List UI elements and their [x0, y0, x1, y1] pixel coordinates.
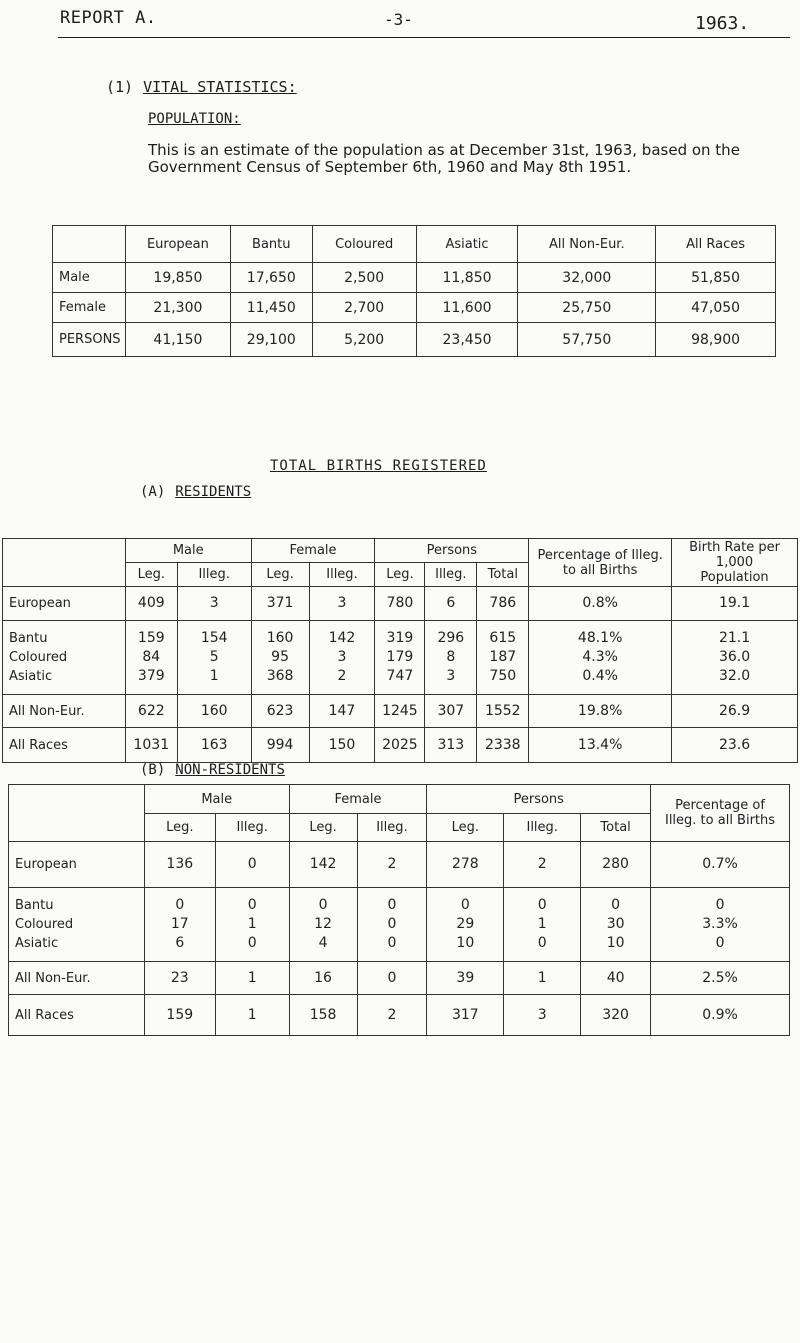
population-col-header: All Races	[656, 226, 776, 263]
non-residents-cell-value: 3	[537, 1006, 547, 1023]
residents-cell-value: 622	[137, 702, 165, 719]
non-residents-cell-value: 0	[247, 897, 257, 913]
non-residents-cell	[581, 995, 651, 1036]
residents-cell-value: 19.1	[718, 595, 751, 611]
population-cell: 23,450	[416, 323, 518, 357]
non-residents-cell	[427, 995, 504, 1036]
non-residents-cell	[427, 842, 504, 888]
residents-sub-header: Leg.	[125, 563, 177, 587]
residents-cell	[425, 695, 477, 728]
non-residents-cell-value: 0.9%	[702, 1006, 738, 1023]
residents-cell-value: 1031	[133, 736, 170, 753]
population-cell: 32,000	[518, 263, 656, 293]
non-residents-cell-value: 2.5%	[702, 969, 738, 986]
residents-row	[3, 695, 798, 728]
residents-sub-header: Leg.	[251, 563, 309, 587]
report-year: 1963.	[695, 13, 750, 34]
residents-cell	[529, 728, 672, 763]
non-residents-row-label	[9, 842, 145, 888]
residents-sub-header: Total	[477, 563, 529, 587]
non-residents-cell-value: 320	[602, 1006, 629, 1023]
residents-label: (A)	[140, 484, 166, 500]
population-corner-cell	[53, 226, 126, 263]
residents-cell-value: 159	[137, 630, 165, 646]
residents-cell	[375, 695, 425, 728]
non-residents-cell	[581, 888, 651, 962]
population-cell: 17,650	[230, 263, 312, 293]
non-residents-cell-value: 0	[247, 856, 257, 872]
non-residents-cell-value: 0	[387, 935, 397, 951]
residents-cell-value: 2338	[484, 736, 521, 753]
non-residents-cell	[651, 842, 790, 888]
non-residents-cell-value: 0	[537, 935, 547, 951]
population-cell: 41,150	[125, 323, 230, 357]
residents-group-header: Female	[251, 539, 375, 563]
non-residents-cell	[357, 842, 427, 888]
residents-cell-value: 160	[200, 702, 228, 719]
residents-cell-value: 160	[266, 630, 294, 646]
residents-cell-value: 786	[489, 595, 517, 611]
population-heading: POPULATION:	[148, 111, 241, 127]
residents-cell	[309, 695, 375, 728]
residents-heading	[140, 484, 251, 500]
non-residents-cell-value: 0	[318, 897, 328, 913]
residents-row-label	[3, 695, 126, 728]
births-heading: TOTAL BIRTHS REGISTERED	[270, 458, 487, 474]
non-residents-sub-header: Illeg.	[215, 814, 289, 842]
non-residents-cell	[215, 962, 289, 995]
population-cell: 25,750	[518, 293, 656, 323]
residents-sub-header: Leg.	[375, 563, 425, 587]
population-cell: 5,200	[312, 323, 416, 357]
residents-cell	[529, 695, 672, 728]
non-residents-row-label-line: Bantu	[15, 898, 54, 913]
non-residents-cell-value: 0	[387, 897, 397, 913]
non-residents-cell-value: 0	[537, 897, 547, 913]
non-residents-cell	[215, 995, 289, 1036]
residents-cell	[375, 621, 425, 695]
section-number: (1)	[106, 78, 134, 96]
non-residents-sub-header: Leg.	[144, 814, 215, 842]
residents-cell-value: 142	[328, 630, 356, 646]
non-residents-cell	[504, 962, 581, 995]
residents-cell	[125, 728, 177, 763]
residents-cell	[375, 587, 425, 621]
non-residents-cell-value: 10	[456, 935, 475, 951]
residents-cell	[425, 728, 477, 763]
non-residents-sub-header: Leg.	[427, 814, 504, 842]
non-residents-cell-value: 0	[387, 969, 397, 986]
residents-sub-header: Illeg.	[177, 563, 251, 587]
residents-cell-value: 6	[446, 595, 456, 611]
residents-group-header: Male	[125, 539, 251, 563]
residents-row-label-line: Coloured	[9, 650, 68, 665]
residents-cell-value: 154	[200, 630, 228, 646]
population-col-header: Bantu	[230, 226, 312, 263]
population-col-header: Asiatic	[416, 226, 518, 263]
population-cell: 21,300	[125, 293, 230, 323]
residents-cell	[425, 621, 477, 695]
non-residents-cell	[357, 962, 427, 995]
residents-cell-value: 313	[437, 736, 465, 753]
residents-cell-value: 84	[142, 649, 161, 665]
non-residents-row	[9, 962, 790, 995]
residents-table	[2, 538, 798, 763]
residents-cell-value: 1245	[382, 702, 418, 719]
population-cell: 98,900	[656, 323, 776, 357]
residents-cell-value: 994	[266, 736, 294, 753]
residents-cell-value: 371	[266, 595, 294, 611]
non-residents-cell-value: 39	[456, 969, 475, 986]
non-residents-cell-value: 16	[314, 969, 332, 986]
non-residents-cell	[504, 888, 581, 962]
non-residents-title: NON-RESIDENTS	[175, 762, 285, 778]
non-residents-label: (B)	[140, 762, 166, 778]
non-residents-cell-value: 0.7%	[702, 856, 738, 872]
non-residents-corner-cell	[9, 785, 145, 842]
residents-cell	[477, 621, 529, 695]
non-residents-cell	[504, 842, 581, 888]
population-cell: 11,850	[416, 263, 518, 293]
residents-cell-value: 2	[337, 668, 347, 684]
residents-cell-value: 36.0	[718, 649, 751, 665]
residents-cell-value: 0.8%	[582, 595, 618, 611]
residents-cell-value: 747	[386, 668, 414, 684]
residents-cell-value: 163	[200, 736, 228, 753]
non-residents-cell-value: 0	[715, 935, 725, 951]
population-cell: 11,450	[230, 293, 312, 323]
non-residents-cell-value: 2	[537, 856, 547, 872]
residents-cell-value: 4.3%	[582, 649, 618, 665]
residents-cell	[177, 621, 251, 695]
population-row-label: PERSONS	[53, 323, 126, 357]
page-number: -3-	[384, 10, 413, 29]
residents-cell-value: 2025	[382, 736, 418, 753]
residents-row-label-line: All Races	[9, 737, 68, 753]
residents-cell-value: 21.1	[718, 630, 751, 646]
non-residents-cell-value: 30	[606, 916, 625, 932]
population-col-header: Coloured	[312, 226, 416, 263]
residents-row-label-line: All Non-Eur.	[9, 703, 85, 719]
residents-cell-value: 1552	[484, 702, 521, 719]
residents-cell	[309, 621, 375, 695]
non-residents-cell	[357, 888, 427, 962]
non-residents-cell	[651, 888, 790, 962]
non-residents-cell-value: 40	[606, 969, 625, 986]
residents-cell	[672, 587, 798, 621]
non-residents-cell-value: 0	[460, 897, 470, 913]
population-row-label: Male	[53, 263, 126, 293]
non-residents-cell-value: 0	[715, 897, 725, 913]
residents-cell-value: 13.4%	[577, 736, 623, 753]
non-residents-cell-value: 142	[309, 856, 337, 872]
population-table	[52, 225, 776, 357]
non-residents-cell-value: 136	[166, 856, 194, 872]
population-cell: 11,600	[416, 293, 518, 323]
residents-cell-value: 780	[386, 595, 414, 611]
non-residents-cell	[581, 842, 651, 888]
non-residents-row-label-line: Asiatic	[15, 936, 59, 951]
non-residents-row	[9, 888, 790, 962]
non-residents-sub-header: Total	[581, 814, 651, 842]
non-residents-cell-value: 159	[166, 1006, 194, 1023]
non-residents-cell	[289, 995, 357, 1036]
non-residents-cell-value: 280	[602, 856, 629, 872]
residents-cell-value: 5	[209, 649, 219, 665]
residents-cell	[125, 695, 177, 728]
residents-cell-value: 319	[386, 630, 414, 646]
residents-cell	[477, 587, 529, 621]
residents-cell-value: 296	[437, 630, 465, 646]
population-cell: 29,100	[230, 323, 312, 357]
residents-cell-value: 48.1%	[577, 630, 623, 646]
residents-cell	[529, 621, 672, 695]
residents-cell	[251, 728, 309, 763]
residents-cell	[529, 587, 672, 621]
residents-cell-value: 187	[489, 649, 517, 665]
residents-row-label	[3, 728, 126, 763]
residents-cell-value: 147	[328, 702, 356, 719]
residents-cell-value: 19.8%	[577, 702, 623, 719]
residents-row-label-line: Bantu	[9, 631, 48, 646]
residents-cell-value: 368	[266, 668, 294, 684]
non-residents-cell-value: 1	[247, 969, 257, 986]
population-cell: 47,050	[656, 293, 776, 323]
non-residents-row	[9, 995, 790, 1036]
population-col-header: European	[125, 226, 230, 263]
population-cell: 57,750	[518, 323, 656, 357]
residents-cell-value: 1	[209, 668, 219, 684]
residents-cell	[309, 587, 375, 621]
residents-cell	[425, 587, 477, 621]
non-residents-row-label	[9, 995, 145, 1036]
population-cell: 19,850	[125, 263, 230, 293]
residents-cell	[672, 728, 798, 763]
header-rule	[58, 37, 790, 38]
non-residents-cell-value: 1	[537, 969, 547, 986]
residents-cell-value: 3	[209, 595, 219, 611]
report-label: REPORT A.	[60, 8, 157, 28]
population-row-label: Female	[53, 293, 126, 323]
residents-cell	[672, 695, 798, 728]
non-residents-heading	[140, 762, 285, 778]
non-residents-cell	[581, 962, 651, 995]
non-residents-row	[9, 842, 790, 888]
non-residents-row-label-line: Coloured	[15, 917, 74, 932]
non-residents-cell	[651, 995, 790, 1036]
residents-cell-value: 379	[137, 668, 165, 684]
residents-cell-value: 0.4%	[582, 668, 618, 684]
non-residents-cell-value: 12	[314, 916, 332, 932]
non-residents-cell	[357, 995, 427, 1036]
residents-corner-cell	[3, 539, 126, 587]
non-residents-cell-value: 0	[387, 916, 397, 932]
non-residents-cell	[289, 888, 357, 962]
residents-cell	[125, 621, 177, 695]
non-residents-cell-value: 17	[170, 916, 189, 932]
residents-cell-value: 8	[446, 649, 456, 665]
section-heading	[106, 78, 297, 96]
non-residents-group-header: Female	[289, 785, 427, 814]
non-residents-cell	[427, 962, 504, 995]
non-residents-row-label	[9, 888, 145, 962]
non-residents-cell-value: 1	[247, 1006, 257, 1023]
residents-cell-value: 150	[328, 736, 356, 753]
non-residents-row-label-line: European	[15, 857, 77, 872]
population-cell: 2,700	[312, 293, 416, 323]
residents-cell	[477, 695, 529, 728]
residents-sub-header: Illeg.	[425, 563, 477, 587]
population-row	[53, 323, 776, 357]
residents-rate-header: Birth Rate per 1,000 Population	[672, 539, 798, 587]
residents-row	[3, 621, 798, 695]
residents-row-label-line: European	[9, 596, 71, 611]
non-residents-row-label	[9, 962, 145, 995]
residents-row-label	[3, 587, 126, 621]
non-residents-cell	[144, 888, 215, 962]
non-residents-sub-header: Illeg.	[357, 814, 427, 842]
population-cell: 51,850	[656, 263, 776, 293]
non-residents-cell	[289, 962, 357, 995]
residents-cell	[477, 728, 529, 763]
population-row	[53, 293, 776, 323]
non-residents-cell-value: 1	[537, 916, 547, 932]
residents-row-label	[3, 621, 126, 695]
non-residents-table	[8, 784, 790, 1036]
non-residents-cell	[144, 962, 215, 995]
non-residents-cell	[144, 995, 215, 1036]
residents-cell-value: 623	[266, 702, 294, 719]
non-residents-cell	[427, 888, 504, 962]
residents-cell	[672, 621, 798, 695]
non-residents-cell-value: 2	[387, 1006, 397, 1023]
residents-cell-value: 3	[337, 649, 347, 665]
non-residents-cell-value: 0	[175, 897, 185, 913]
non-residents-cell-value: 23	[170, 969, 189, 986]
non-residents-cell-value: 29	[456, 916, 475, 932]
non-residents-cell	[215, 842, 289, 888]
population-col-header: All Non-Eur.	[518, 226, 656, 263]
non-residents-sub-header: Illeg.	[504, 814, 581, 842]
non-residents-sub-header: Leg.	[289, 814, 357, 842]
non-residents-cell-value: 6	[175, 935, 185, 951]
residents-title: RESIDENTS	[175, 484, 252, 500]
residents-cell-value: 3	[446, 668, 456, 684]
residents-cell-value: 32.0	[718, 668, 751, 684]
residents-cell-value: 95	[271, 649, 289, 665]
non-residents-cell	[144, 842, 215, 888]
residents-cell-value: 615	[489, 630, 517, 646]
residents-row	[3, 728, 798, 763]
residents-cell	[251, 695, 309, 728]
residents-pct-header: Percentage of Illeg. to all Births	[529, 539, 672, 587]
residents-cell	[251, 621, 309, 695]
population-paragraph: This is an estimate of the population as at December 31st, 1963, based on the Government Census of September 6th, 1960 and May 8th 1951.	[148, 141, 740, 176]
residents-group-header: Persons	[375, 539, 529, 563]
residents-cell	[125, 587, 177, 621]
residents-row-label-line: Asiatic	[9, 669, 53, 684]
non-residents-row-label-line: All Non-Eur.	[15, 970, 91, 986]
residents-sub-header: Illeg.	[309, 563, 375, 587]
non-residents-cell	[215, 888, 289, 962]
residents-cell	[177, 695, 251, 728]
residents-cell-value: 409	[137, 595, 165, 611]
residents-cell	[177, 587, 251, 621]
non-residents-cell	[504, 995, 581, 1036]
residents-cell	[375, 728, 425, 763]
section-title: VITAL STATISTICS:	[143, 78, 297, 96]
non-residents-cell	[651, 962, 790, 995]
non-residents-cell-value: 10	[606, 935, 625, 951]
residents-cell-value: 26.9	[718, 702, 751, 719]
population-cell: 2,500	[312, 263, 416, 293]
non-residents-cell-value: 3.3%	[702, 916, 738, 932]
non-residents-group-header: Male	[144, 785, 289, 814]
non-residents-cell-value: 317	[451, 1006, 479, 1023]
population-row	[53, 263, 776, 293]
non-residents-cell	[289, 842, 357, 888]
non-residents-cell-value: 0	[611, 897, 621, 913]
residents-cell-value: 750	[489, 668, 517, 684]
residents-cell	[177, 728, 251, 763]
non-residents-row-label-line: All Races	[15, 1007, 74, 1023]
non-residents-group-header: Persons	[427, 785, 651, 814]
non-residents-cell-value: 0	[247, 935, 257, 951]
residents-row	[3, 587, 798, 621]
non-residents-cell-value: 2	[387, 856, 397, 872]
residents-cell-value: 23.6	[718, 736, 751, 753]
non-residents-cell-value: 278	[451, 856, 479, 872]
residents-cell-value: 307	[437, 702, 465, 719]
non-residents-cell-value: 158	[309, 1006, 337, 1023]
residents-cell-value: 179	[386, 649, 414, 665]
non-residents-cell-value: 4	[318, 935, 328, 951]
residents-cell	[309, 728, 375, 763]
residents-cell	[251, 587, 309, 621]
non-residents-pct-header: Percentage of Illeg. to all Births	[651, 785, 790, 842]
non-residents-cell-value: 1	[247, 916, 257, 932]
residents-cell-value: 3	[337, 595, 347, 611]
